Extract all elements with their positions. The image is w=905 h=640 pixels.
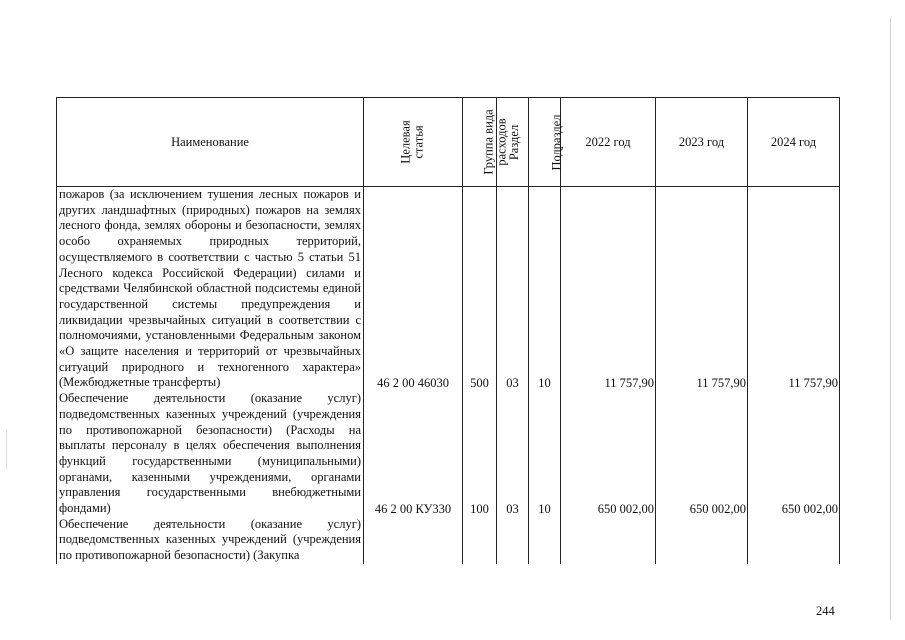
header-year-2023: 2023 год bbox=[656, 98, 748, 187]
row-name: Обеспечение деятельности (оказание услуг) подведомственных казенных учреждений (учреждения по противопожарной безопасности) (Закупка bbox=[57, 517, 364, 564]
row-amount-2024: 11 757,90 bbox=[748, 187, 840, 392]
header-target-article-label: Целевая статья bbox=[399, 119, 426, 164]
header-expense-group bbox=[463, 98, 509, 187]
row-subsection: 10 bbox=[529, 391, 561, 517]
header-expense-group-label: Группа вида расходов bbox=[481, 108, 509, 175]
scan-edge-line bbox=[890, 18, 891, 620]
row-amount-2024 bbox=[748, 517, 840, 564]
table-row bbox=[57, 187, 840, 392]
scan-edge-mark bbox=[6, 430, 7, 470]
row-amount-2023: 11 757,90 bbox=[656, 187, 748, 392]
row-amount-2022 bbox=[561, 517, 656, 564]
row-amount-2023 bbox=[656, 517, 748, 564]
row-subsection bbox=[529, 517, 561, 564]
row-section: 03 bbox=[497, 187, 529, 392]
budget-table bbox=[56, 97, 840, 564]
row-target-article: 46 2 00 КУ330 bbox=[364, 391, 463, 517]
row-amount-2024: 650 002,00 bbox=[748, 391, 840, 517]
row-target-article bbox=[364, 517, 463, 564]
table-row bbox=[57, 517, 840, 564]
header-subsection-label: Подраздел bbox=[549, 114, 564, 170]
row-section: 03 bbox=[497, 391, 529, 517]
header-name: Наименование bbox=[57, 98, 364, 187]
header-target-article bbox=[364, 98, 463, 187]
row-subsection: 10 bbox=[529, 187, 561, 392]
header-year-2024: 2024 год bbox=[748, 98, 840, 187]
row-expense-group bbox=[463, 517, 497, 564]
table-row bbox=[57, 391, 840, 517]
row-expense-group: 100 bbox=[463, 391, 497, 517]
header-subsection bbox=[529, 98, 564, 187]
row-section bbox=[497, 517, 529, 564]
row-amount-2023: 650 002,00 bbox=[656, 391, 748, 517]
row-amount-2022: 650 002,00 bbox=[561, 391, 656, 517]
row-name: Обеспечение деятельности (оказание услуг) подведомственных казенных учреждений (учреждения по противопожарной безопасности) (Расходы на выплаты персоналу в целях обеспечения выполнения функций государственными (муниципальными) органами, казенными учреждениями, органами управления государственными внебюджетными фондами) bbox=[57, 391, 364, 517]
row-name: пожаров (за исключением тушения лесных пожаров и других ландшафтных (природных) пожаров на землях лесного фонда, землях обороны и безопасности, землях особо охраняемых природных территорий, осуществляемого в соответствии с частью 5 статьи 51 Лесного кодекса Российской Федерации) силами и средствами Челябинской областной подсистемы единой государственной системы предупреждения и ликвидации чрезвычайных ситуаций в соответствии с полномочиями, установленными Федеральным законом «О защите населения и территорий от чрезвычайных ситуаций природного и техногенного характера» (Межбюджетные трансферты) bbox=[57, 187, 364, 392]
row-amount-2022: 11 757,90 bbox=[561, 187, 656, 392]
row-target-article: 46 2 00 46030 bbox=[364, 187, 463, 392]
page-number: 244 bbox=[816, 604, 835, 618]
header-year-2022: 2022 год bbox=[561, 98, 656, 187]
header-section-label: Раздел bbox=[507, 124, 522, 160]
row-expense-group: 500 bbox=[463, 187, 497, 392]
table-header-row bbox=[57, 98, 840, 187]
